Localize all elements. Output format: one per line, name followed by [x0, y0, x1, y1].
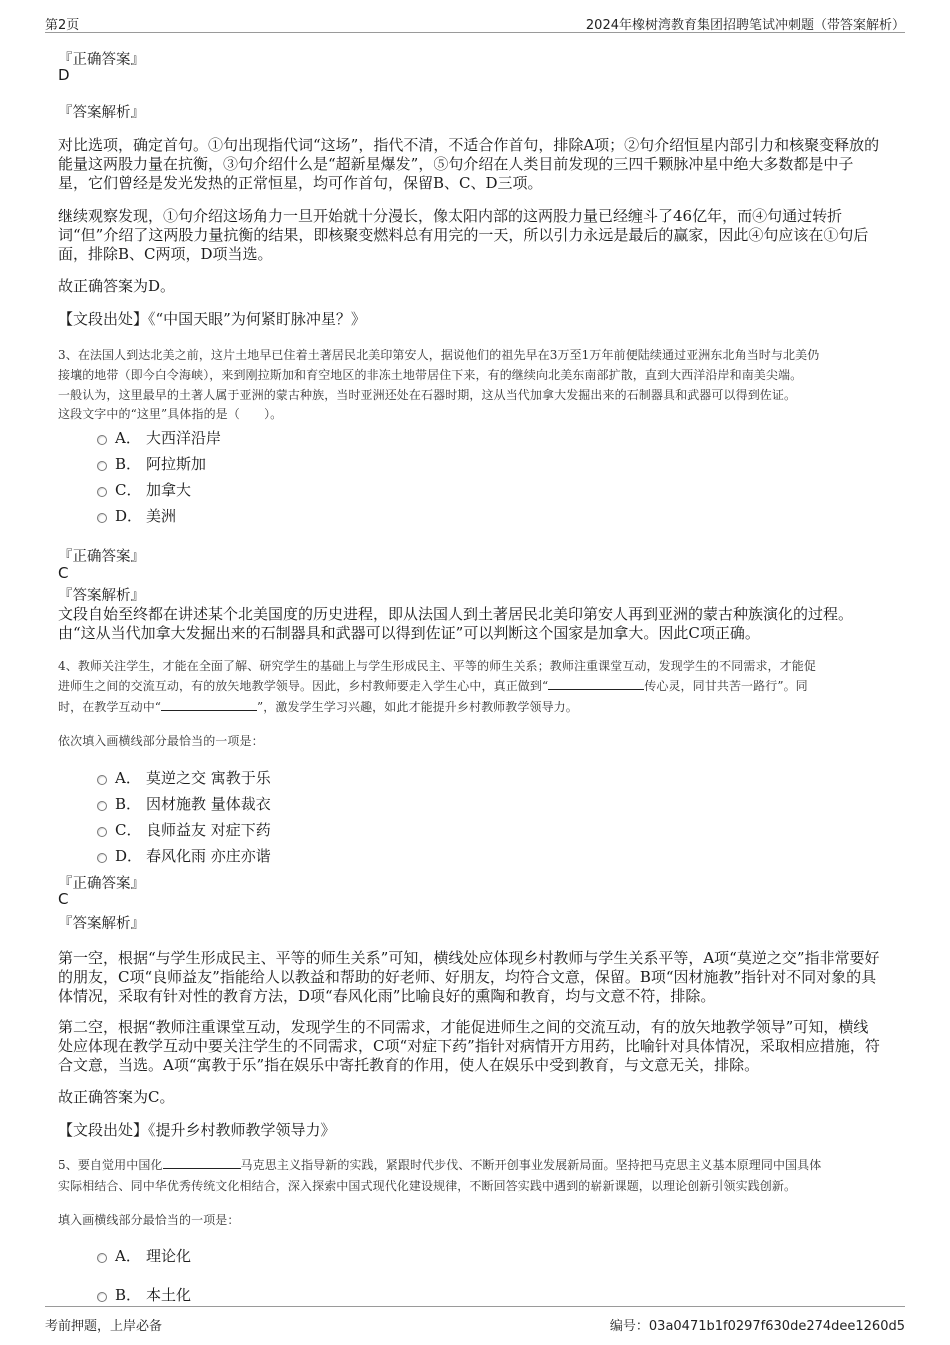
option-text: 因材施教 量体裁衣 [146, 795, 271, 813]
question-prompt: 依次填入画横线部分最恰当的一项是： [58, 734, 264, 748]
option-letter: A． [115, 1247, 141, 1265]
option-letter: B． [115, 795, 142, 813]
question-stem-line: 进师生之间的交流互动，有的放矢地教学领导。因此，乡村教师要走入学生心中，真正做到“ 传心灵，同甘共苦一路行”。同 [58, 679, 808, 693]
conclusion: 故正确答案为C。 [58, 1088, 175, 1106]
document-code: 编号：03a0471b1f0297f630de274dee1260d5 [609, 1319, 905, 1334]
analysis-line: 的朋友，C项“良师益友”指能给人以教益和帮助的好老师、好朋友，均符合文意，保留。B项“因材施教”指针对不同对象的具 [58, 968, 877, 986]
analysis-line: 合文意，当选。A项“寓教于乐”指在娱乐中寄托教育的作用，使人在娱乐中受到教育，与文意无关，排除。 [58, 1056, 760, 1074]
analysis-line: 文段自始至终都在讲述某个北美国度的历史进程，即从法国人到土著居民北美印第安人再到亚洲的蒙古种族演化的过程。 [58, 605, 854, 623]
option-text: 理论化 [146, 1247, 192, 1265]
option-text: 大西洋沿岸 [146, 429, 222, 447]
page-header [45, 12, 905, 33]
analysis-heading: 『答案解析』 [58, 105, 145, 121]
fill-blank [548, 677, 644, 690]
option-text: 春风化雨 亦庄亦谐 [146, 847, 271, 865]
radio-button-icon[interactable] [97, 435, 107, 445]
option-letter: C． [115, 481, 142, 499]
option-letter: A． [115, 769, 141, 787]
footer-slogan: 考前押题，上岸必备 [45, 1319, 163, 1334]
page-number: 第2页 [45, 18, 80, 33]
question-stem-line: 4、教师关注学生，才能在全面了解、研究学生的基础上与学生形成民主、平等的师生关系；教师注重课堂互动，发现学生的不同需求，才能促 [58, 659, 816, 673]
source-citation: 【文段出处】《“中国天眼”为何紧盯脉冲星？》 [58, 310, 366, 328]
question-prompt: 填入画横线部分最恰当的一项是： [58, 1213, 240, 1227]
answer-heading: 『正确答案』 [58, 52, 145, 68]
analysis-line: 对比选项，确定首句。①句出现指代词“这场”，指代不清，不适合作首句，排除A项；②句介绍恒星内部引力和核聚变释放的 [58, 136, 880, 154]
question-stem-line: 3、在法国人到达北美之前，这片土地早已住着土著居民北美印第安人，据说他们的祖先早在3万至1万年前便陆续通过亚洲东北角当时与北美仍 [58, 348, 820, 362]
analysis-line: 处应体现在教学互动中要关注学生的不同需求，C项“对症下药”指针对病情开方用药，比喻针对具体情况，采取相应措施，符 [58, 1037, 880, 1055]
radio-button-icon[interactable] [97, 513, 107, 523]
document-title: 2024年橡树湾教育集团招聘笔试冲刺题（带答案解析） [585, 18, 905, 33]
answer-heading: 『正确答案』 [58, 549, 145, 565]
option-letter: B． [115, 455, 142, 473]
radio-button-icon[interactable] [97, 853, 107, 863]
question-stem-line: 5、要自觉用中国化 马克思主义指导新的实践，紧跟时代步伐、不断开创事业发展新局面。坚持把马克思主义基本原理同中国具体 [58, 1158, 822, 1172]
question-stem-line: 这段文字中的“这里”具体指的是（ ）。 [58, 407, 283, 421]
conclusion: 故正确答案为D。 [58, 277, 176, 295]
option-text: 阿拉斯加 [146, 455, 207, 473]
option-letter: B． [115, 1286, 142, 1304]
source-citation: 【文段出处】《提升乡村教师教学领导力》 [58, 1121, 336, 1139]
analysis-line: 第二空，根据“教师注重课堂互动，发现学生的不同需求，才能促进师生之间的交流互动，有的放矢地教学领导”可知，横线 [58, 1018, 869, 1036]
fill-blank [163, 1156, 241, 1169]
option-text: 本土化 [146, 1286, 192, 1304]
option-letter: D． [115, 507, 143, 525]
option-text: 莫逆之交 寓教于乐 [146, 769, 271, 787]
radio-button-icon[interactable] [97, 1253, 107, 1263]
option-letter: A． [115, 429, 141, 447]
option-text: 美洲 [146, 507, 177, 525]
analysis-heading: 『答案解析』 [58, 916, 145, 932]
option-letter: D． [115, 847, 143, 865]
answer-value: C [58, 890, 69, 908]
answer-value: C [58, 564, 69, 582]
fill-blank [161, 698, 257, 711]
option-text: 加拿大 [146, 481, 192, 499]
radio-button-icon[interactable] [97, 1292, 107, 1302]
answer-value: D [58, 66, 70, 84]
analysis-line: 第一空，根据“与学生形成民主、平等的师生关系”可知，横线处应体现乡村教师与学生关系平等，A项“莫逆之交”指非常要好 [58, 949, 880, 967]
radio-button-icon[interactable] [97, 775, 107, 785]
analysis-heading: 『答案解析』 [58, 588, 145, 604]
analysis-line: 体情况，采取有针对性的教育方法，D项“春风化雨”比喻良好的熏陶和教育，均与文意不符，排除。 [58, 987, 716, 1005]
question-stem-line: 接壤的地带（即今白令海峡），来到刚拉斯加和育空地区的非冻土地带居住下来，有的继续向北美东南部扩散，直到大西洋沿岸和南美尖端。 [58, 368, 803, 382]
question-stem-line: 实际相结合、同中华优秀传统文化相结合，深入探索中国式现代化建设规律，不断回答实践中遇到的崭新课题，以理论创新引领实践创新。 [58, 1179, 797, 1193]
option-letter: C． [115, 821, 142, 839]
analysis-line: 能量这两股力量在抗衡，③句介绍什么是“超新星爆发”，⑤句介绍在人类目前发现的三四千颗脉冲星中绝大多数都是中子 [58, 155, 854, 173]
analysis-line: 面，排除B、C两项，D项当选。 [58, 245, 273, 263]
radio-button-icon[interactable] [97, 827, 107, 837]
code-value: 03a0471b1f0297f630de274dee1260d5 [648, 1319, 905, 1334]
analysis-line: 由“这从当代加拿大发掘出来的石制器具和武器可以得到佐证”可以判断这个国家是加拿大。因此C项正确。 [58, 624, 760, 642]
question-stem-line: 一般认为，这里最早的土著人属于亚洲的蒙古种族，当时亚洲还处在石器时期，这从当代加拿大发掘出来的石制器具和武器可以得到佐证。 [58, 388, 797, 402]
page-footer [45, 1306, 905, 1337]
analysis-line: 继续观察发现，①句介绍这场角力一旦开始就十分漫长，像太阳内部的这两股力量已经缠斗了46亿年，而④句通过转折 [58, 207, 843, 225]
analysis-line: 词“但”介绍了这两股力量抗衡的结果，即核聚变燃料总有用完的一天，所以引力永远是最后的赢家，因此④句应该在①句后 [58, 226, 869, 244]
analysis-line: 星，它们曾经是发光发热的正常恒星，均可作首句，保留B、C、D三项。 [58, 174, 543, 192]
answer-heading: 『正确答案』 [58, 876, 145, 892]
radio-button-icon[interactable] [97, 487, 107, 497]
option-text: 良师益友 对症下药 [146, 821, 271, 839]
radio-button-icon[interactable] [97, 801, 107, 811]
question-stem-line: 时，在教学互动中“ ”，激发学生学习兴趣，如此才能提升乡村教师教学领导力。 [58, 700, 578, 714]
radio-button-icon[interactable] [97, 461, 107, 471]
